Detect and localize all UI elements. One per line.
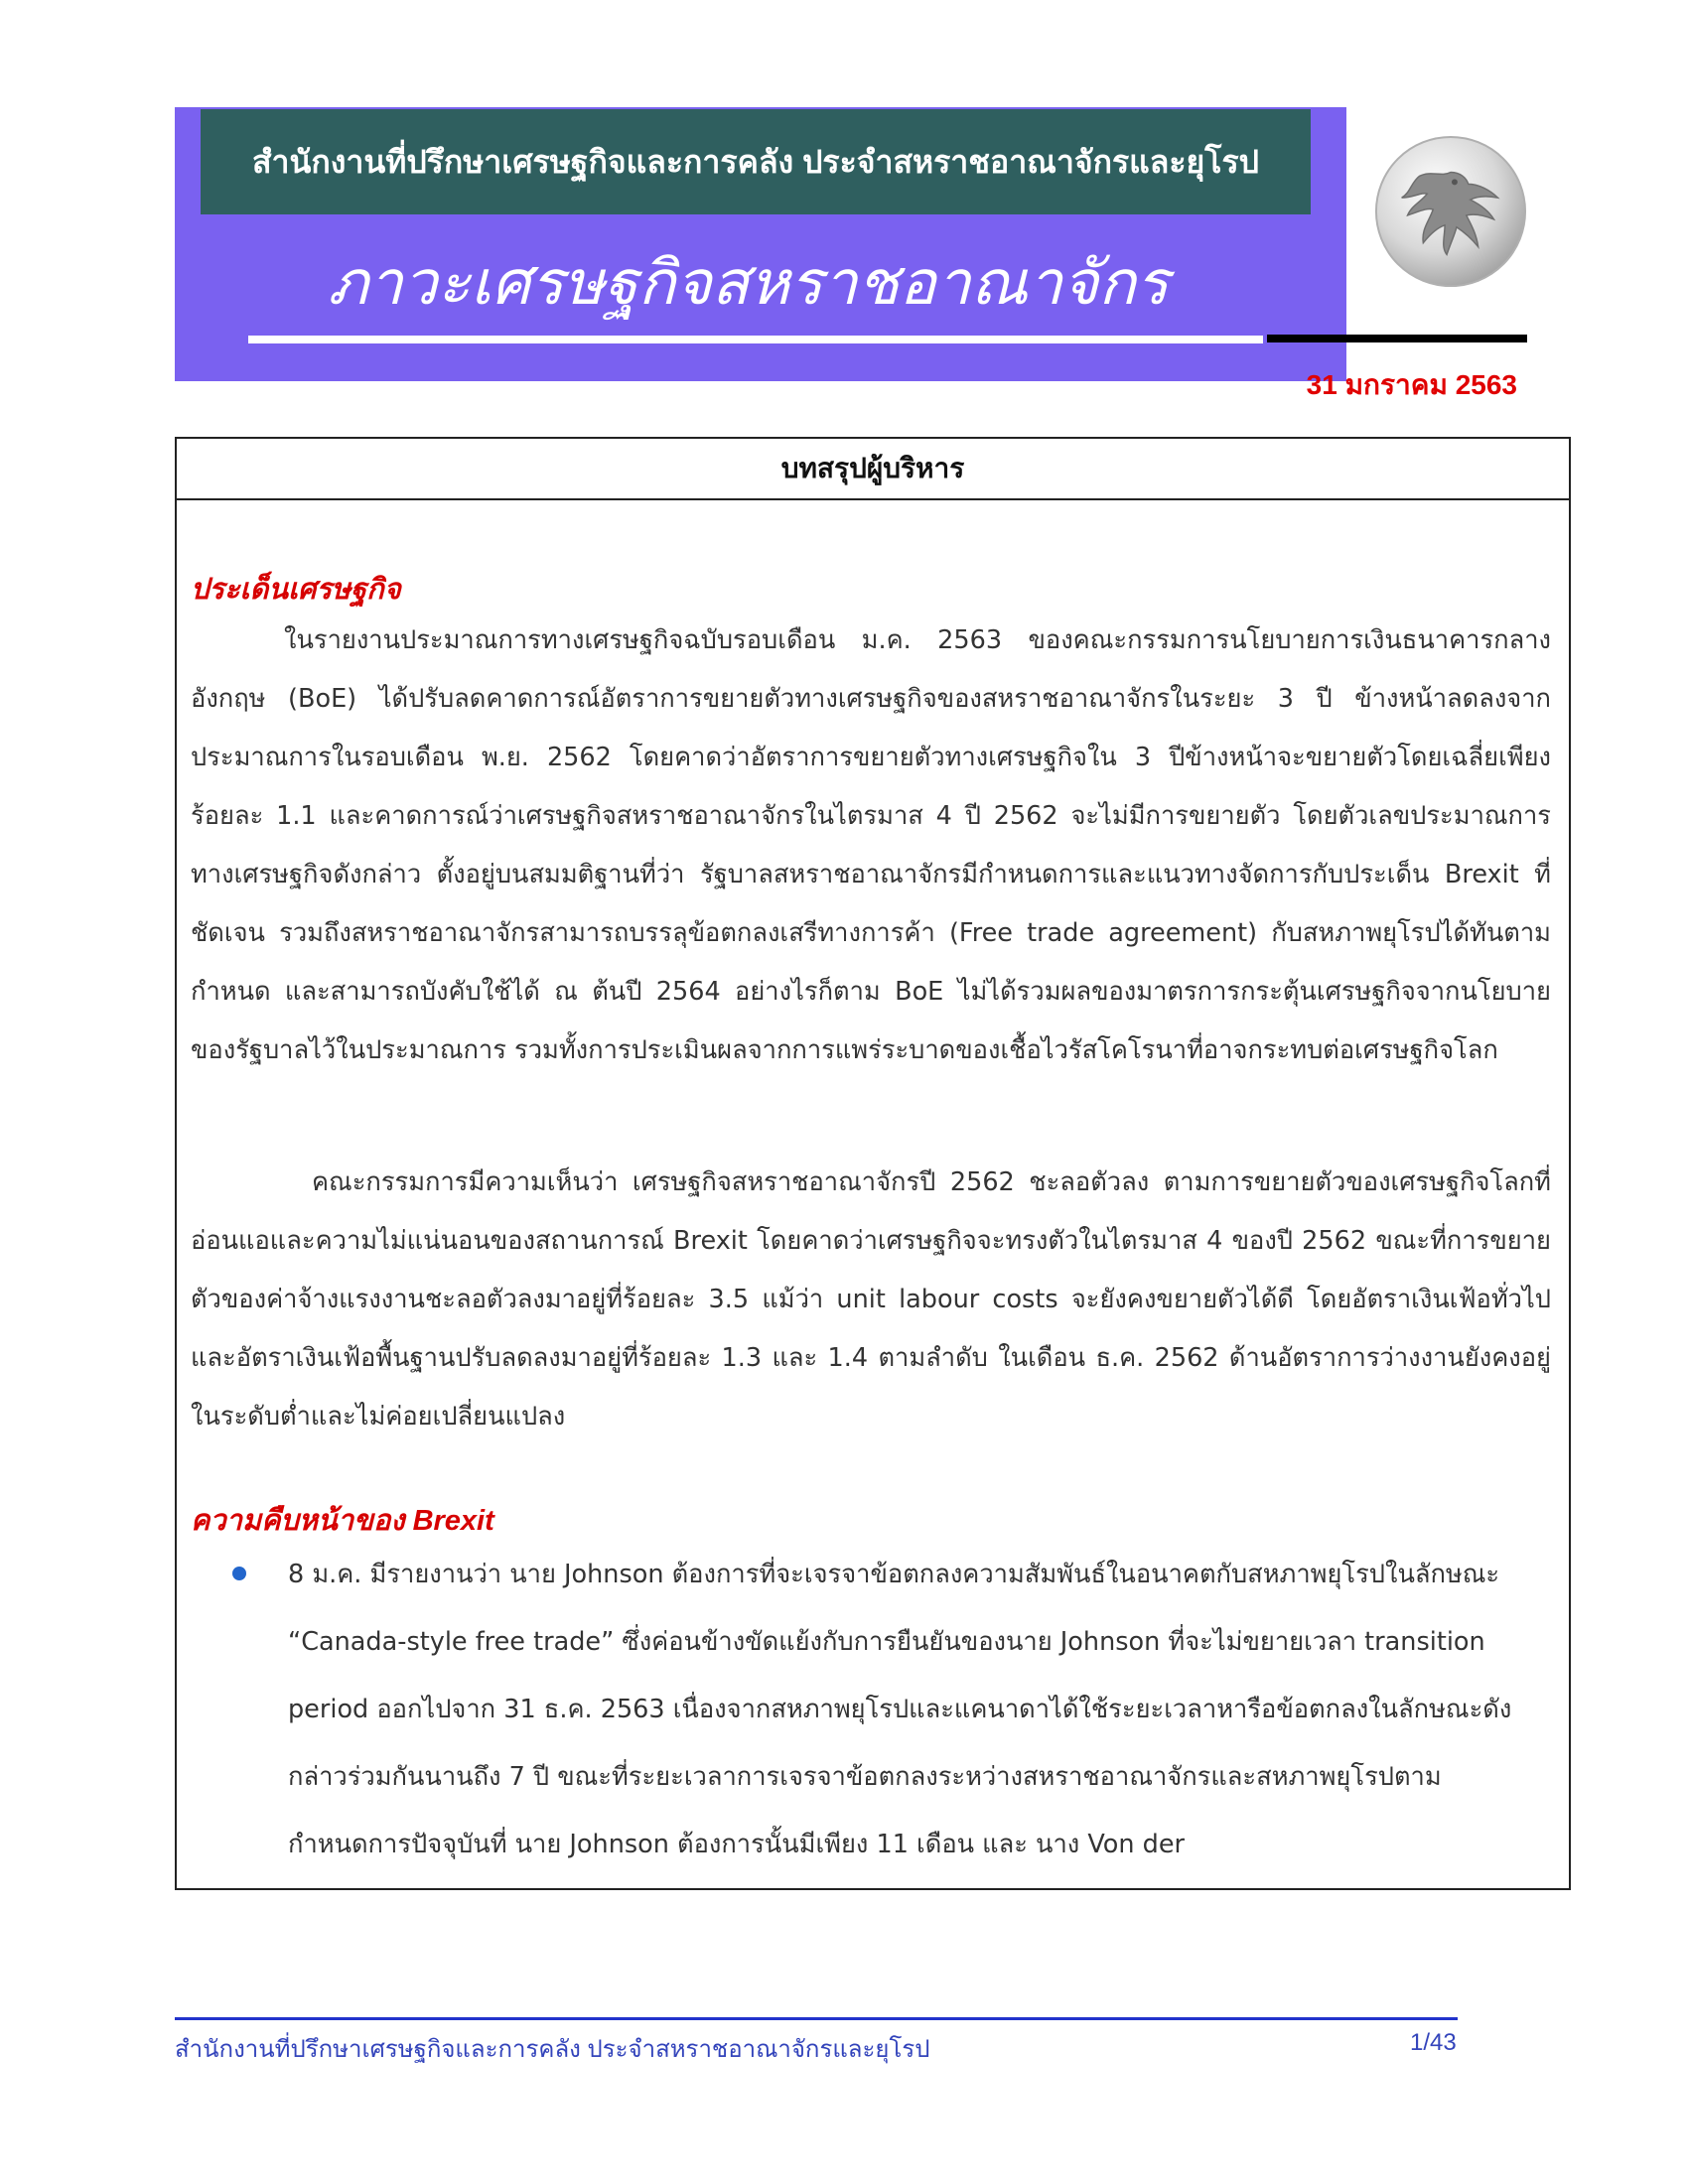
organization-name: สำนักงานที่ปรึกษาเศรษฐกิจและการคลัง ประจำสหราชอาณาจักรและยุโรป	[252, 143, 1259, 180]
report-title: ภาวะเศรษฐกิจสหราชอาณาจักร	[328, 249, 1170, 318]
economic-paragraph-2: คณะกรรมการมีความเห็นว่า เศรษฐกิจสหราชอาณาจักรปี 2562 ชะลอตัวลง ตามการขยายตัวของเศรษฐกิจโลกที่อ่อนแอและความไม่แน่นอนของสถานการณ์ Brexit โดยคาดว่าเศรษฐกิจจะทรงตัวในไตรมาส 4 ของปี 2562 ขณะที่การขยายตัวของค่าจ้างแรงงานชะลอตัวลงมาอยู่ที่ร้อยละ 3.5 แม้ว่า unit labour costs จะยังคงขยายตัวได้ดี โดยอัตราเงินเฟ้อทั่วไปและอัตราเงินเฟ้อพื้นฐานปรับลดลงมาอยู่ที่ร้อยละ 1.3 และ 1.4 ตามลำดับ ในเดือน ธ.ค. 2562 ด้านอัตราการว่างงานยังคงอยู่ในระดับต่ำและไม่ค่อยเปลี่ยนแปลง	[191, 1167, 1551, 1432]
economic-paragraph-1: ในรายงานประมาณการทางเศรษฐกิจฉบับรอบเดือน ม.ค. 2563 ของคณะกรรมการนโยบายการเงินธนาคารกลางอังกฤษ (BoE) ได้ปรับลดคาดการณ์อัตราการขยายตัวทางเศรษฐกิจของสหราชอาณาจักรในระยะ 3 ปี ข้างหน้าลดลงจากประมาณการในรอบเดือน พ.ย. 2562 โดยคาดว่าอัตราการขยายตัวทางเศรษฐกิจใน 3 ปีข้างหน้าจะขยายตัวโดยเฉลี่ยเพียง ร้อยละ 1.1 และคาดการณ์ว่าเศรษฐกิจสหราชอาณาจักรในไตรมาส 4 ปี 2562 จะไม่มีการขยายตัว โดยตัวเลขประมาณการทางเศรษฐกิจดังกล่าว ตั้งอยู่บนสมมติฐานที่ว่า รัฐบาลสหราชอาณาจักรมีกำหนดการและแนวทางจัดการกับประเด็น Brexit ที่ชัดเจน รวมถึงสหราชอาณาจักรสามารถบรรลุข้อตกลงเสรีทางการค้า (Free trade agreement) กับสหภาพยุโรปได้ทันตามกำหนด และสามารถบังคับใช้ได้ ณ ต้นปี 2564 อย่างไรก็ตาม BoE ไม่ได้รวมผลของมาตรการกระตุ้นเศรษฐกิจจากนโยบายของรัฐบาลไว้ในประมาณการ รวมทั้งการประเมินผลจากการแพร่ระบาดของเชื้อไวรัสโคโรนาที่อาจกระทบต่อเศรษฐกิจโลก	[191, 625, 1551, 1065]
brexit-bullet-1: 8 ม.ค. มีรายงานว่า นาย Johnson ต้องการที่จะเจรจาข้อตกลงความสัมพันธ์ในอนาคตกับสหภาพยุโรปในลักษณะ “Canada-style free trade” ซึ่งค่อนข้างขัดแย้งกับการยืนยันของนาย Johnson ที่จะไม่ขยายเวลา transition period ออกไปจาก 31 ธ.ค. 2563 เนื่องจากสหภาพยุโรปและแคนาดาได้ใช้ระยะเวลาหารือข้อตกลงในลักษณะดังกล่าวร่วมกันนานถึง 7 ปี ขณะที่ระยะเวลาการเจรจาข้อตกลงระหว่างสหราชอาณาจักรและสหภาพยุโรปตามกำหนดการปัจจุบันที่ นาย Johnson ต้องการนั้นมีเพียง 11 เดือน และ นาง Von der	[288, 1560, 1512, 1859]
title-underline	[248, 336, 1263, 343]
list-item	[232, 1541, 1543, 1878]
organization-banner	[201, 109, 1311, 214]
eagle-emblem-icon	[1372, 133, 1529, 290]
date-rule	[1267, 335, 1527, 342]
footer-divider	[175, 2017, 1458, 2020]
page-number: 1/43	[1410, 2029, 1457, 2056]
bullet-icon	[232, 1567, 246, 1580]
report-date: 31 มกราคม 2563	[1306, 369, 1517, 400]
section-brexit-progress-title: ความคืบหน้าของ Brexit	[191, 1505, 494, 1537]
summary-heading-row	[177, 439, 1569, 500]
summary-heading: บทสรุปผู้บริหาร	[780, 453, 965, 483]
section-economic-issues-title: ประเด็นเศรษฐกิจ	[191, 574, 401, 606]
executive-summary-box	[175, 437, 1571, 1890]
footer-organization: สำนักงานที่ปรึกษาเศรษฐกิจและการคลัง ประจำสหราชอาณาจักรและยุโรป	[175, 2036, 930, 2063]
